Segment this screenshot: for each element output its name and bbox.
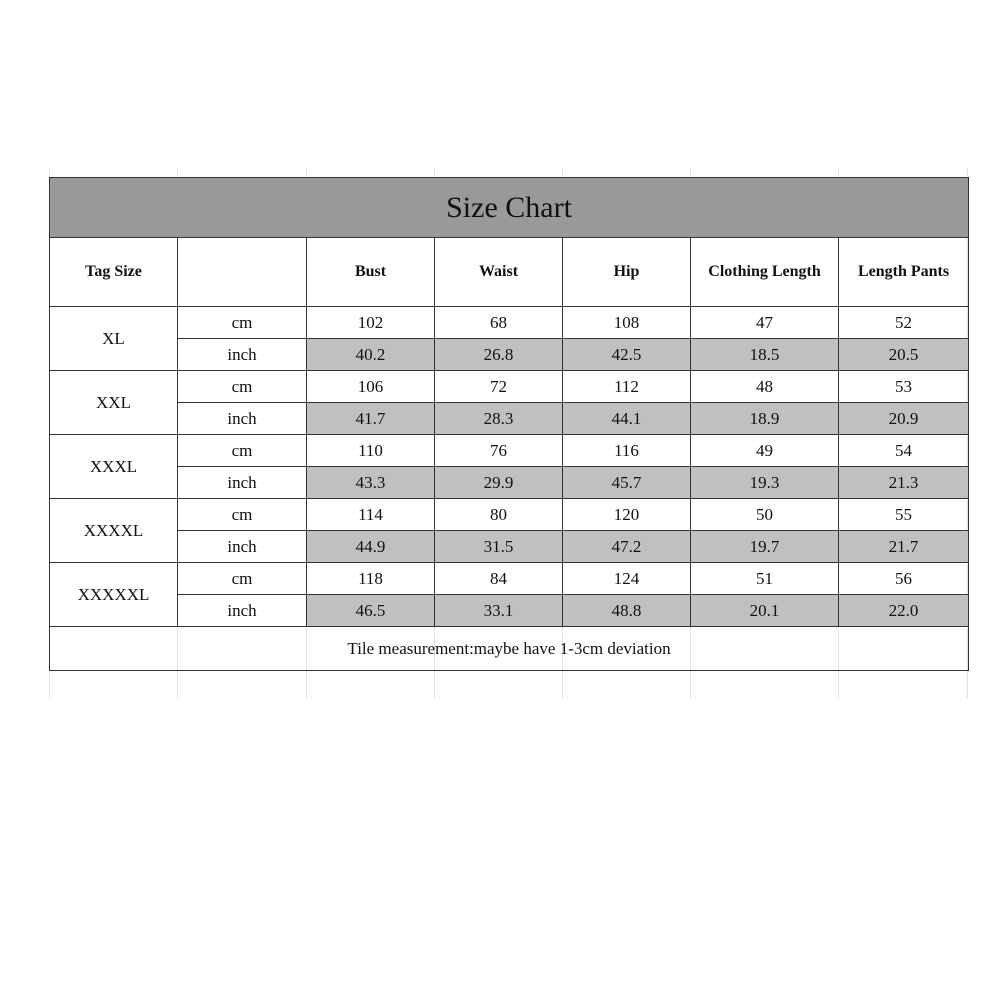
table-row xyxy=(50,307,969,339)
length-pants-inch: 21.3 xyxy=(839,467,969,499)
hip-inch: 47.2 xyxy=(563,531,691,563)
table-row xyxy=(50,499,969,531)
bust-inch: 40.2 xyxy=(307,339,435,371)
hip-cm: 124 xyxy=(563,563,691,595)
tag-size-cell: XXL xyxy=(50,371,178,435)
header-bust: Bust xyxy=(307,238,435,307)
hip-cm: 108 xyxy=(563,307,691,339)
header-tag-size: Tag Size xyxy=(50,238,178,307)
tag-size-cell: XXXL xyxy=(50,435,178,499)
length-pants-cm: 56 xyxy=(839,563,969,595)
waist-cm: 72 xyxy=(435,371,563,403)
table-row xyxy=(50,435,969,467)
table-row xyxy=(50,467,969,499)
hip-inch: 44.1 xyxy=(563,403,691,435)
table-row xyxy=(50,339,969,371)
chart-title: Size Chart xyxy=(50,178,969,238)
tag-size-cell: XXXXXL xyxy=(50,563,178,627)
clothing-length-cm: 49 xyxy=(691,435,839,467)
bust-cm: 110 xyxy=(307,435,435,467)
clothing-length-cm: 47 xyxy=(691,307,839,339)
waist-cm: 80 xyxy=(435,499,563,531)
length-pants-cm: 53 xyxy=(839,371,969,403)
hip-cm: 116 xyxy=(563,435,691,467)
hip-inch: 42.5 xyxy=(563,339,691,371)
hip-cm: 120 xyxy=(563,499,691,531)
clothing-length-cm: 50 xyxy=(691,499,839,531)
bust-inch: 41.7 xyxy=(307,403,435,435)
clothing-length-inch: 19.7 xyxy=(691,531,839,563)
tag-size-cell: XL xyxy=(50,307,178,371)
length-pants-cm: 54 xyxy=(839,435,969,467)
waist-inch: 26.8 xyxy=(435,339,563,371)
size-chart-table xyxy=(49,177,969,671)
clothing-length-inch: 18.5 xyxy=(691,339,839,371)
waist-inch: 31.5 xyxy=(435,531,563,563)
clothing-length-inch: 19.3 xyxy=(691,467,839,499)
unit-cell: cm xyxy=(178,499,307,531)
header-waist: Waist xyxy=(435,238,563,307)
waist-cm: 84 xyxy=(435,563,563,595)
bust-cm: 114 xyxy=(307,499,435,531)
waist-inch: 29.9 xyxy=(435,467,563,499)
hip-inch: 45.7 xyxy=(563,467,691,499)
note-row xyxy=(50,627,969,671)
length-pants-cm: 52 xyxy=(839,307,969,339)
length-pants-inch: 22.0 xyxy=(839,595,969,627)
clothing-length-cm: 51 xyxy=(691,563,839,595)
header-hip: Hip xyxy=(563,238,691,307)
header-unit xyxy=(178,238,307,307)
clothing-length-inch: 18.9 xyxy=(691,403,839,435)
measurement-note: Tile measurement:maybe have 1-3cm deviation xyxy=(50,627,969,671)
bust-inch: 46.5 xyxy=(307,595,435,627)
bust-inch: 43.3 xyxy=(307,467,435,499)
tag-size-cell: XXXXL xyxy=(50,499,178,563)
header-row xyxy=(50,238,969,307)
clothing-length-inch: 20.1 xyxy=(691,595,839,627)
waist-cm: 76 xyxy=(435,435,563,467)
hip-cm: 112 xyxy=(563,371,691,403)
unit-cell: cm xyxy=(178,371,307,403)
unit-cell: cm xyxy=(178,307,307,339)
unit-cell: cm xyxy=(178,563,307,595)
length-pants-cm: 55 xyxy=(839,499,969,531)
table-row xyxy=(50,531,969,563)
table-row xyxy=(50,563,969,595)
unit-cell: inch xyxy=(178,403,307,435)
bust-inch: 44.9 xyxy=(307,531,435,563)
length-pants-inch: 21.7 xyxy=(839,531,969,563)
clothing-length-cm: 48 xyxy=(691,371,839,403)
waist-inch: 33.1 xyxy=(435,595,563,627)
table-row xyxy=(50,371,969,403)
waist-inch: 28.3 xyxy=(435,403,563,435)
length-pants-inch: 20.9 xyxy=(839,403,969,435)
unit-cell: inch xyxy=(178,531,307,563)
bust-cm: 106 xyxy=(307,371,435,403)
unit-cell: cm xyxy=(178,435,307,467)
header-clothing-length: Clothing Length xyxy=(691,238,839,307)
length-pants-inch: 20.5 xyxy=(839,339,969,371)
unit-cell: inch xyxy=(178,595,307,627)
header-length-pants: Length Pants xyxy=(839,238,969,307)
table-row xyxy=(50,403,969,435)
waist-cm: 68 xyxy=(435,307,563,339)
bust-cm: 118 xyxy=(307,563,435,595)
hip-inch: 48.8 xyxy=(563,595,691,627)
table-row xyxy=(50,595,969,627)
unit-cell: inch xyxy=(178,467,307,499)
unit-cell: inch xyxy=(178,339,307,371)
bust-cm: 102 xyxy=(307,307,435,339)
